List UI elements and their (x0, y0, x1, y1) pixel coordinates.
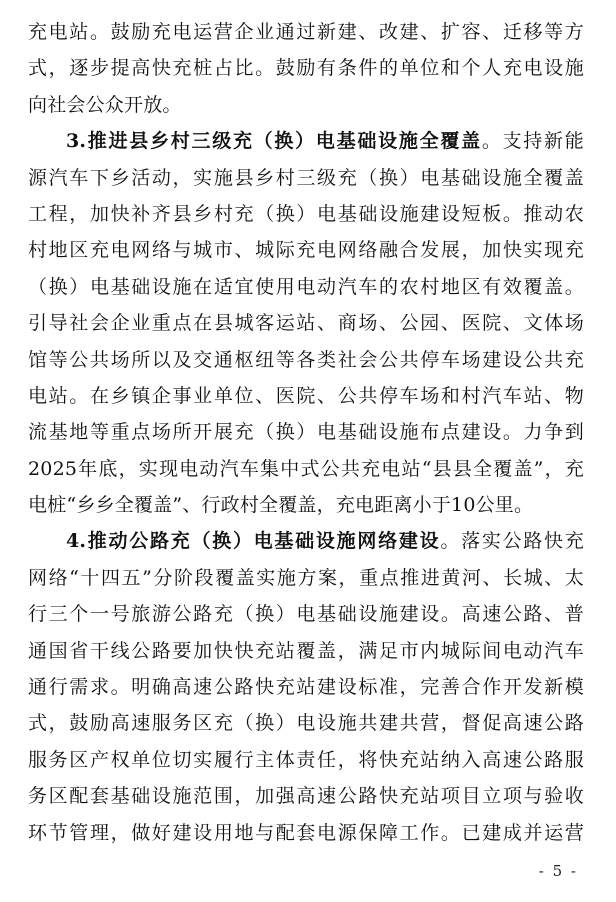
section-3-first-line-text: 。支持新能 (481, 130, 584, 153)
paragraph-line: 源汽车下乡活动，实施县乡村三级充（换）电基础设施全覆盖 (28, 166, 584, 189)
paragraph-line: 引导社会企业重点在县城客运站、商场、公园、医院、文体场 (28, 312, 584, 335)
paragraph-line: 务区配套基础设施范围，加强高速公路快充站项目立项与验收 (28, 785, 584, 808)
paragraph-line: （换）电基础设施在适宜使用电动汽车的农村地区有效覆盖。 (28, 275, 584, 298)
section-4-first-line-text: 。落实公路快充 (440, 530, 584, 553)
paragraph-line: 工程，加快补齐县乡村充（换）电基础设施建设短板。推动农 (28, 202, 584, 225)
paragraph-line: 服务区产权单位切实履行主体责任，将快充站纳入高速公路服 (28, 748, 584, 771)
paragraph-line: 通行需求。明确高速公路快充站建设标准，完善合作开发新模 (28, 676, 584, 699)
paragraph-line: 行三个一号旅游公路充（换）电基础设施建设。高速公路、普 (28, 603, 584, 626)
paragraph-line: 网络“十四五”分阶段覆盖实施方案，重点推进黄河、长城、太 (28, 566, 584, 589)
paragraph-line: 向社会公众开放。 (28, 93, 182, 116)
section-4-first-line (28, 523, 584, 559)
document-page (28, 14, 584, 851)
section-4-heading: 4.推动公路充（换）电基础设施网络建设 (66, 530, 441, 553)
paragraph-line: 充电站。鼓励充电运营企业通过新建、改建、扩容、迁移等方 (28, 21, 584, 43)
paragraph-line: 馆等公共场所以及交通枢纽等各类社会公共停车场建设公共充 (28, 348, 584, 371)
section-3-heading: 3.推进县乡村三级充（换）电基础设施全覆盖 (66, 130, 482, 153)
paragraph-line: 式，鼓励高速服务区充（换）电设施共建共营，督促高速公路 (28, 712, 584, 735)
paragraph-line: 通国省干线公路要加快快充站覆盖，满足市内城际间电动汽车 (28, 639, 584, 662)
section-3-first-line (28, 123, 584, 159)
paragraph-line: 环节管理，做好建设用地与配套电源保障工作。已建成并运营 (28, 821, 584, 844)
paragraph-line: 2025年底，实现电动汽车集中式公共充电站“县县全覆盖”，充 (28, 457, 584, 480)
page-number: - 5 - (538, 862, 578, 880)
paragraph-line: 电桩“乡乡全覆盖”、行政村全覆盖，充电距离小于10公里。 (28, 494, 534, 517)
paragraph-line: 流基地等重点场所开展充（换）电基础设施布点建设。力争到 (28, 421, 584, 444)
paragraph-line: 村地区充电网络与城市、城际充电网络融合发展，加快实现充 (28, 239, 584, 262)
paragraph-line: 电站。在乡镇企事业单位、医院、公共停车场和村汽车站、物 (28, 384, 584, 407)
paragraph-line: 式，逐步提高快充桩占比。鼓励有条件的单位和个人充电设施 (28, 57, 584, 80)
